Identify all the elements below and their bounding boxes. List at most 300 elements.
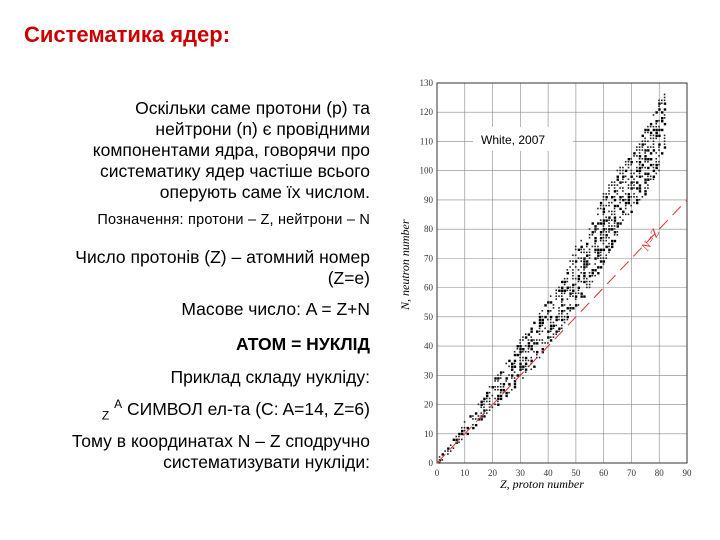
nuclide-point: [447, 447, 449, 449]
nuclide-point: [467, 433, 469, 435]
nuclide-point: [636, 202, 638, 204]
conclusion-line: Тому в координатах N – Z сподручно: [71, 431, 370, 451]
nuclide-point: [558, 307, 560, 309]
nuclide-point: [500, 371, 502, 373]
nuclide-point: [525, 371, 527, 373]
nuclide-point: [569, 310, 571, 312]
nuclide-point: [608, 193, 610, 195]
nuclide-point: [653, 178, 655, 180]
nuclide-point: [500, 377, 502, 379]
nuclide-point: [583, 266, 585, 268]
nuclide-point: [630, 173, 632, 175]
nuclide-point: [561, 295, 563, 297]
nuclide-point: [619, 196, 621, 198]
y-tick-label: 40: [424, 341, 433, 352]
nuclide-point: [519, 357, 521, 359]
x-tick-label: 60: [599, 468, 609, 478]
nuclide-point: [639, 170, 641, 172]
nuclide-point: [594, 257, 596, 259]
nuclide-point: [583, 252, 585, 254]
nuclide-point: [633, 193, 635, 195]
nuclide-point: [605, 257, 607, 259]
nuclide-point: [603, 263, 605, 265]
nuclide-point: [633, 187, 635, 189]
nuclide-point: [497, 386, 499, 388]
nuclide-point: [636, 199, 638, 201]
nuclide-point: [622, 167, 624, 169]
nuclide-point: [655, 120, 657, 122]
y-axis-ticks: [420, 78, 434, 468]
nuclide-point: [486, 395, 488, 397]
nuclide-point: [619, 167, 621, 169]
nuclide-point: [483, 398, 485, 400]
nuclide-point: [555, 325, 557, 327]
nuclide-point: [658, 120, 660, 122]
nuclide-point: [617, 231, 619, 233]
nuclide-point: [567, 313, 569, 315]
nuclide-point: [642, 158, 644, 160]
nuclide-point: [608, 184, 610, 186]
nuclide-point: [583, 272, 585, 274]
nuclide-point: [475, 418, 477, 420]
nuclide-point: [614, 225, 616, 227]
nuclide-point: [542, 316, 544, 318]
nuclide-point: [600, 222, 602, 224]
nuclide-point: [642, 146, 644, 148]
nuclide-point: [647, 184, 649, 186]
x-tick-label: 80: [654, 468, 664, 478]
nuclide-point: [608, 190, 610, 192]
nuclide-point: [597, 272, 599, 274]
nuclide-point: [658, 161, 660, 163]
nuclide-point: [600, 257, 602, 259]
nuclide-point: [614, 216, 616, 218]
nuclide-chart: [395, 70, 705, 490]
nuclide-point: [625, 181, 627, 183]
nuclide-point: [553, 307, 555, 309]
nuclide-point: [617, 190, 619, 192]
nuclide-point: [633, 181, 635, 183]
nuclide-point: [530, 345, 532, 347]
nuclide-point: [619, 216, 621, 218]
nuclide-point: [653, 143, 655, 145]
nuclide-point: [519, 348, 521, 350]
nuclide-point: [497, 404, 499, 406]
nuclide-point: [564, 281, 566, 283]
nuclide-point: [580, 252, 582, 254]
nuclide-point: [528, 351, 530, 353]
nuclide-point: [664, 135, 666, 137]
nuclide-point: [628, 167, 630, 169]
nuclide-point: [639, 199, 641, 201]
nuclide-point: [539, 330, 541, 332]
nuclide-point: [639, 184, 641, 186]
nuclide-point: [525, 360, 527, 362]
nuclide-point: [505, 380, 507, 382]
nuclide-point: [564, 310, 566, 312]
nuclide-point: [617, 178, 619, 180]
proton-number-line: (Z=e): [327, 268, 370, 288]
nuclide-point: [636, 170, 638, 172]
nuclide-point: [633, 196, 635, 198]
nuclide-point: [603, 243, 605, 245]
nuclide-point: [505, 395, 507, 397]
nuclide-point: [572, 269, 574, 271]
nuclide-point: [619, 222, 621, 224]
nuclide-point: [561, 287, 563, 289]
x-tick-label: 70: [626, 468, 636, 478]
nuclide-point: [558, 310, 560, 312]
nuclide-point: [622, 219, 624, 221]
nuclide-point: [580, 257, 582, 259]
nuclide-point: [625, 161, 627, 163]
nuclide-point: [583, 263, 585, 265]
nuclide-point: [489, 392, 491, 394]
nuclide-point: [664, 138, 666, 140]
nuclide-point: [622, 176, 624, 178]
nuclide-point: [575, 266, 577, 268]
nuclide-point: [611, 184, 613, 186]
nuclide-point: [567, 290, 569, 292]
x-tick-label: 50: [571, 468, 581, 478]
nuclide-point: [617, 193, 619, 195]
nuclide-point: [597, 228, 599, 230]
nuclide-point: [611, 228, 613, 230]
nuclide-point: [603, 225, 605, 227]
nuclide-point: [622, 199, 624, 201]
nuclide-point: [489, 409, 491, 411]
nuclide-point: [600, 208, 602, 210]
nuclide-point: [605, 216, 607, 218]
nuclide-point: [650, 126, 652, 128]
nuclide-point: [530, 336, 532, 338]
nuclide-point: [500, 386, 502, 388]
nuclide-point: [655, 138, 657, 140]
nuclide-point: [578, 278, 580, 280]
nuclide-point: [519, 339, 521, 341]
nuclide-point: [617, 205, 619, 207]
nuclide-point: [647, 167, 649, 169]
nuclide-point: [658, 170, 660, 172]
nuclide-point: [594, 252, 596, 254]
nuclide-point: [550, 339, 552, 341]
nuclide-point: [530, 348, 532, 350]
nuclide-point: [578, 257, 580, 259]
nuclide-point: [611, 225, 613, 227]
nuclide-point: [605, 231, 607, 233]
y-tick-label: 50: [424, 311, 433, 322]
y-tick-label: 0: [428, 458, 433, 468]
nuclide-point: [492, 386, 494, 388]
nuclide-point: [586, 254, 588, 256]
nuclide-point: [483, 401, 485, 403]
nuclide-point: [647, 149, 649, 151]
nuclide-point: [519, 366, 521, 368]
nuclide-point: [608, 246, 610, 248]
nuclide-point: [625, 193, 627, 195]
nuclide-point: [600, 234, 602, 236]
y-tick-label: 60: [424, 282, 433, 293]
nuclide-point: [639, 164, 641, 166]
nuclide-point: [475, 424, 477, 426]
nuclide-point: [530, 357, 532, 359]
nuclide-point: [594, 228, 596, 230]
nuclide-point: [653, 129, 655, 131]
nuclide-point: [464, 427, 466, 429]
nuclide-point: [472, 418, 474, 420]
nuclide-point: [522, 366, 524, 368]
nuclide-point: [608, 187, 610, 189]
nuclide-point: [639, 173, 641, 175]
nuclide-point: [558, 290, 560, 292]
nuclide-point: [597, 254, 599, 256]
nuclide-point: [614, 231, 616, 233]
nuclide-point: [622, 173, 624, 175]
nuclide-point: [530, 339, 532, 341]
nuclide-point: [605, 246, 607, 248]
nuclide-point: [600, 237, 602, 239]
nuclide-point: [658, 143, 660, 145]
nuclide-point: [550, 328, 552, 330]
nuclide-point: [642, 135, 644, 137]
nuclide-point: [522, 368, 524, 370]
nuclide-point: [497, 395, 499, 397]
nuclide-point: [564, 322, 566, 324]
nuclide-point: [539, 319, 541, 321]
nuclide-point: [528, 339, 530, 341]
y-tick-label: 70: [424, 253, 433, 264]
nuclide-point: [525, 368, 527, 370]
nuclide-point: [508, 374, 510, 376]
nuclide-point: [647, 132, 649, 134]
nuclide-point: [605, 240, 607, 242]
nuclide-point: [583, 257, 585, 259]
nuclide-point: [569, 266, 571, 268]
nuclide-point: [619, 202, 621, 204]
nuclide-point: [644, 132, 646, 134]
nuclide-point: [655, 132, 657, 134]
nuclide-point: [614, 228, 616, 230]
nuclide-point: [503, 371, 505, 373]
nuclide-point: [542, 325, 544, 327]
source-label: White, 2007: [481, 133, 546, 147]
nuclide-point: [530, 360, 532, 362]
nuclide-point: [636, 146, 638, 148]
nuclide-point: [519, 345, 521, 347]
nuclide-point: [597, 249, 599, 251]
nuclide-point: [519, 351, 521, 353]
nuclide-point: [522, 360, 524, 362]
nuclide-point: [589, 237, 591, 239]
nuclide-point: [644, 187, 646, 189]
nuclide-point: [453, 439, 455, 441]
nuclide-point: [525, 357, 527, 359]
nuclide-point: [592, 231, 594, 233]
nuclide-point: [594, 231, 596, 233]
nuclide-point: [561, 325, 563, 327]
nuclide-point: [628, 202, 630, 204]
nuclide-point: [547, 342, 549, 344]
nuclide-point: [630, 164, 632, 166]
nuclide-point: [622, 178, 624, 180]
nuclide-point: [608, 252, 610, 254]
nuclide-point: [603, 222, 605, 224]
nuclide-point: [567, 281, 569, 283]
nuclide-point: [586, 281, 588, 283]
nuclide-point: [472, 424, 474, 426]
nuclide-point: [536, 330, 538, 332]
nuclide-point: [644, 158, 646, 160]
nuclide-point: [592, 269, 594, 271]
nuclide-point: [628, 158, 630, 160]
nuclide-point: [650, 138, 652, 140]
nuclide-point: [583, 278, 585, 280]
nuclide-point: [558, 316, 560, 318]
nuclide-point: [644, 143, 646, 145]
nuclide-point: [561, 310, 563, 312]
nuclide-point: [505, 377, 507, 379]
nuclide-point: [508, 360, 510, 362]
nuclide-point: [483, 415, 485, 417]
nuclide-point: [480, 404, 482, 406]
nuclide-point: [589, 275, 591, 277]
nuclide-point: [547, 301, 549, 303]
nuclide-point: [622, 181, 624, 183]
nuclide-point: [544, 328, 546, 330]
nuclide-point: [642, 167, 644, 169]
nuclide-point: [661, 100, 663, 102]
nuclide-point: [561, 313, 563, 315]
nuclide-point: [614, 208, 616, 210]
nuclide-point: [575, 298, 577, 300]
nuclide-point: [636, 149, 638, 151]
nuclide-point: [547, 313, 549, 315]
nuclide-point: [528, 360, 530, 362]
nuclide-point: [458, 442, 460, 444]
nuclide-point: [664, 143, 666, 145]
nuclide-point: [647, 187, 649, 189]
nuclide-point: [644, 190, 646, 192]
nuclide-point: [539, 325, 541, 327]
nuclide-point: [589, 272, 591, 274]
nuclide-point: [594, 263, 596, 265]
atom-nuclide-text: АТОМ = НУКЛІД: [236, 334, 370, 354]
nuclide-point: [569, 287, 571, 289]
nuclide-point: [630, 161, 632, 163]
nuclide-point: [533, 366, 535, 368]
nuclide-point: [489, 404, 491, 406]
nuclide-point: [658, 149, 660, 151]
nuclide-point: [594, 237, 596, 239]
nuclide-point: [605, 234, 607, 236]
nuclide-point: [569, 304, 571, 306]
nuclide-point: [653, 138, 655, 140]
nuclide-point: [558, 295, 560, 297]
nuclide-point: [658, 105, 660, 107]
nuclide-point: [497, 401, 499, 403]
nuclide-point: [603, 234, 605, 236]
nuclide-point: [639, 190, 641, 192]
nuclide-point: [536, 342, 538, 344]
nuclide-point: [614, 211, 616, 213]
nuclide-point: [522, 348, 524, 350]
nuclide-point: [603, 214, 605, 216]
nuclide-point: [600, 260, 602, 262]
nuclide-point: [633, 178, 635, 180]
nuclide-point: [500, 389, 502, 391]
nuclide-point: [614, 190, 616, 192]
nuclide-point: [661, 117, 663, 119]
nuclide-point: [547, 310, 549, 312]
y-axis-label: N, neutron number: [398, 219, 412, 310]
nuclide-point: [655, 164, 657, 166]
nuclide-point: [480, 418, 482, 420]
nuclide-point: [578, 281, 580, 283]
nuclide-point: [647, 173, 649, 175]
conclusion-text: [40, 431, 370, 473]
nuclide-point: [647, 140, 649, 142]
nuclide-point: [658, 100, 660, 102]
nuclide-point: [514, 351, 516, 353]
example-formula: [40, 397, 370, 422]
nuclide-point: [558, 319, 560, 321]
nuclide-point: [514, 360, 516, 362]
nuclide-point: [636, 155, 638, 157]
nuclide-point: [639, 146, 641, 148]
nuclide-point: [600, 252, 602, 254]
nuclide-point: [564, 316, 566, 318]
nuclide-point: [603, 237, 605, 239]
nuclide-point: [478, 404, 480, 406]
nuclide-point: [578, 290, 580, 292]
nuclide-point: [561, 304, 563, 306]
nuclide-point: [525, 366, 527, 368]
nuclide-point: [611, 246, 613, 248]
nuclide-point: [594, 240, 596, 242]
nuclide-point: [469, 415, 471, 417]
nuclide-point: [550, 322, 552, 324]
nuclide-point: [542, 322, 544, 324]
nuclide-point: [605, 219, 607, 221]
nuclide-point: [619, 170, 621, 172]
nuclide-point: [514, 371, 516, 373]
nuclide-point: [583, 295, 585, 297]
nuclide-point: [444, 450, 446, 452]
nuclide-point: [553, 336, 555, 338]
nuclide-point: [636, 187, 638, 189]
nuclide-point: [514, 363, 516, 365]
nuclide-point: [528, 348, 530, 350]
nuclide-point: [619, 173, 621, 175]
nuclide-point: [589, 263, 591, 265]
nuclide-point: [517, 345, 519, 347]
nuclide-point: [542, 319, 544, 321]
nuclide-point: [533, 351, 535, 353]
nuclide-point: [583, 269, 585, 271]
nuclide-point: [625, 205, 627, 207]
nuclide-point: [655, 161, 657, 163]
nuclide-point: [614, 240, 616, 242]
nuclide-point: [567, 278, 569, 280]
nuclide-point: [572, 260, 574, 262]
nuclide-point: [642, 140, 644, 142]
nuclide-point: [628, 184, 630, 186]
nuclide-point: [617, 176, 619, 178]
nuclide-point: [539, 333, 541, 335]
nuclide-point: [494, 404, 496, 406]
nuclide-point: [578, 292, 580, 294]
nuclide-point: [555, 319, 557, 321]
